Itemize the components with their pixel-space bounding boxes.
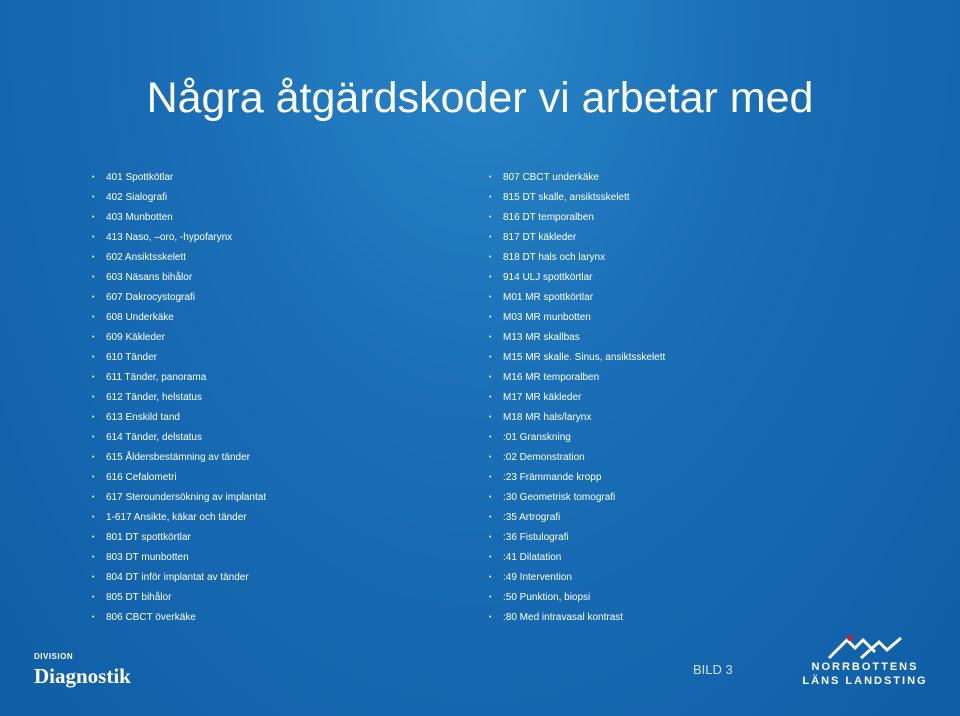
right-code-item-text: :41 Dilatation xyxy=(503,552,562,563)
right-code-item xyxy=(489,248,889,268)
bullet-icon: • xyxy=(92,494,95,501)
right-code-item xyxy=(489,428,889,448)
bullet-icon: • xyxy=(92,314,95,321)
right-code-item xyxy=(489,528,889,548)
right-code-item xyxy=(489,608,889,628)
left-code-item-text: 805 DT bihålor xyxy=(106,592,172,603)
bullet-icon: • xyxy=(92,254,95,261)
left-code-item xyxy=(92,608,462,628)
bullet-icon: • xyxy=(489,194,492,201)
left-code-item xyxy=(92,308,462,328)
left-code-item xyxy=(92,348,462,368)
left-code-item-text: 608 Underkäke xyxy=(106,312,174,323)
bullet-icon: • xyxy=(489,314,492,321)
bullet-icon: • xyxy=(92,434,95,441)
left-code-item xyxy=(92,208,462,228)
county-logo-mark-icon xyxy=(825,634,905,660)
left-code-item-text: 603 Näsans bihålor xyxy=(106,272,193,283)
bullet-icon: • xyxy=(92,294,95,301)
left-code-item-text: 611 Tänder, panorama xyxy=(106,372,207,383)
left-code-item-text: 804 DT inför implantat av tänder xyxy=(106,572,249,583)
right-code-list xyxy=(489,168,889,628)
org-name-line1: NORRBOTTENS xyxy=(811,661,919,673)
bullet-icon: • xyxy=(92,554,95,561)
left-code-item-text: 801 DT spottkörtlar xyxy=(106,532,191,543)
bullet-icon: • xyxy=(489,454,492,461)
left-code-item xyxy=(92,408,462,428)
bullet-icon: • xyxy=(92,394,95,401)
right-code-item xyxy=(489,348,889,368)
bullet-icon: • xyxy=(489,394,492,401)
right-code-item xyxy=(489,408,889,428)
bullet-icon: • xyxy=(92,334,95,341)
bullet-icon: • xyxy=(92,274,95,281)
left-code-item xyxy=(92,248,462,268)
org-name-line2: LÄNS LANDSTING xyxy=(802,675,928,687)
right-code-item-text: M01 MR spottkörtlar xyxy=(503,292,594,303)
right-code-item-text: M13 MR skallbas xyxy=(503,332,580,343)
left-code-item xyxy=(92,228,462,248)
bullet-icon: • xyxy=(489,414,492,421)
right-code-item-text: :01 Granskning xyxy=(503,432,571,443)
right-code-item-text: 816 DT temporalben xyxy=(503,212,594,223)
bullet-icon: • xyxy=(92,454,95,461)
right-code-item-text: 818 DT hals och larynx xyxy=(503,252,606,263)
left-code-item xyxy=(92,168,462,188)
bullet-icon: • xyxy=(92,374,95,381)
left-code-item-text: 803 DT munbotten xyxy=(106,552,189,563)
right-code-item-text: :49 Intervention xyxy=(503,572,572,583)
right-code-item-text: 914 ULJ spottkörtlar xyxy=(503,272,593,283)
right-code-item-text: :36 Fistulografi xyxy=(503,532,569,543)
left-code-item xyxy=(92,428,462,448)
left-code-item-text: 614 Tänder, delstatus xyxy=(106,432,202,443)
bullet-icon: • xyxy=(92,594,95,601)
right-code-item xyxy=(489,548,889,568)
right-code-item-text: 817 DT käkleder xyxy=(503,232,577,243)
right-code-item xyxy=(489,568,889,588)
left-code-item xyxy=(92,388,462,408)
right-code-item-text: M18 MR hals/larynx xyxy=(503,412,592,423)
left-code-item-text: 806 CBCT överkäke xyxy=(106,612,196,623)
right-code-item-text: 815 DT skalle, ansiktsskelett xyxy=(503,192,630,203)
right-code-item xyxy=(489,588,889,608)
bullet-icon: • xyxy=(489,174,492,181)
left-code-item-text: 403 Munbotten xyxy=(106,212,173,223)
left-code-item xyxy=(92,508,462,528)
left-code-item-text: 613 Enskild tand xyxy=(106,412,180,423)
right-code-item xyxy=(489,308,889,328)
slide-title: Några åtgärdskoder vi arbetar med xyxy=(146,74,814,122)
bullet-icon: • xyxy=(489,334,492,341)
left-code-item-text: 402 Sialografi xyxy=(106,192,168,203)
bullet-icon: • xyxy=(92,214,95,221)
left-code-item xyxy=(92,188,462,208)
left-code-item xyxy=(92,468,462,488)
left-code-item-text: 617 Steroundersökning av implantat xyxy=(106,492,267,503)
left-code-item-text: 401 Spottkötlar xyxy=(106,172,174,183)
right-code-item-text: :23 Främmande kropp xyxy=(503,472,602,483)
bullet-icon: • xyxy=(489,294,492,301)
left-code-item-text: 602 Ansiktsskelett xyxy=(106,252,187,263)
right-code-item xyxy=(489,268,889,288)
bullet-icon: • xyxy=(489,474,492,481)
right-code-item xyxy=(489,488,889,508)
left-code-item xyxy=(92,528,462,548)
left-code-item-text: 610 Tänder xyxy=(106,352,157,363)
bullet-icon: • xyxy=(92,534,95,541)
left-code-item-text: 616 Cefalometri xyxy=(106,472,177,483)
bullet-icon: • xyxy=(489,214,492,221)
bullet-icon: • xyxy=(489,534,492,541)
right-code-item-text: M03 MR munbotten xyxy=(503,312,591,323)
right-code-item xyxy=(489,288,889,308)
right-code-item xyxy=(489,468,889,488)
bullet-icon: • xyxy=(489,494,492,501)
left-code-item xyxy=(92,488,462,508)
bullet-icon: • xyxy=(489,274,492,281)
right-code-item-text: M16 MR temporalben xyxy=(503,372,600,383)
left-code-item xyxy=(92,268,462,288)
county-council-logo xyxy=(800,634,930,688)
bullet-icon: • xyxy=(489,514,492,521)
bullet-icon: • xyxy=(92,574,95,581)
bullet-icon: • xyxy=(92,194,95,201)
bullet-icon: • xyxy=(489,574,492,581)
left-code-item xyxy=(92,568,462,588)
left-code-item xyxy=(92,328,462,348)
right-code-item-text: :02 Demonstration xyxy=(503,452,585,463)
bullet-icon: • xyxy=(489,554,492,561)
right-code-item xyxy=(489,508,889,528)
left-code-item-text: 607 Dakrocystografi xyxy=(106,292,195,303)
left-code-item xyxy=(92,448,462,468)
division-label: DIVISION xyxy=(34,652,74,661)
right-code-item xyxy=(489,188,889,208)
right-code-item xyxy=(489,388,889,408)
left-code-item-text: 413 Naso, –oro, -hypofarynx xyxy=(106,232,233,243)
right-code-item-text: :30 Geometrisk tomografi xyxy=(503,492,616,503)
bullet-icon: • xyxy=(489,354,492,361)
bullet-icon: • xyxy=(92,354,95,361)
bullet-icon: • xyxy=(489,374,492,381)
bullet-icon: • xyxy=(489,594,492,601)
bullet-icon: • xyxy=(92,614,95,621)
left-code-item xyxy=(92,548,462,568)
left-code-item xyxy=(92,288,462,308)
division-name: Diagnostik xyxy=(34,664,131,688)
bullet-icon: • xyxy=(489,434,492,441)
right-code-item-text: :80 Med intravasal kontrast xyxy=(503,612,624,623)
left-code-item xyxy=(92,368,462,388)
bullet-icon: • xyxy=(92,234,95,241)
left-code-item-text: 612 Tänder, helstatus xyxy=(106,392,202,403)
right-code-item xyxy=(489,168,889,188)
bullet-icon: • xyxy=(92,474,95,481)
bullet-icon: • xyxy=(489,254,492,261)
bullet-icon: • xyxy=(489,234,492,241)
bullet-icon: • xyxy=(92,514,95,521)
right-code-item-text: M17 MR käkleder xyxy=(503,392,582,403)
left-code-item-text: 1-617 Ansikte, käkar och tänder xyxy=(106,512,247,523)
slide-number: BILD 3 xyxy=(693,662,733,677)
right-code-item-text: :50 Punktion, biopsi xyxy=(503,592,591,603)
left-code-item-text: 609 Käkleder xyxy=(106,332,165,343)
right-code-item xyxy=(489,368,889,388)
right-code-item xyxy=(489,208,889,228)
division-logo xyxy=(34,652,131,688)
right-code-item xyxy=(489,448,889,468)
bullet-icon: • xyxy=(92,174,95,181)
bullet-icon: • xyxy=(92,414,95,421)
right-code-item xyxy=(489,228,889,248)
right-code-item xyxy=(489,328,889,348)
right-code-item-text: :35 Artrografi xyxy=(503,512,561,523)
bullet-icon: • xyxy=(489,614,492,621)
left-code-item-text: 615 Åldersbestämning av tänder xyxy=(106,452,250,463)
right-code-item-text: M15 MR skalle. Sinus, ansiktsskelett xyxy=(503,352,666,363)
left-code-list xyxy=(92,168,462,628)
right-code-item-text: 807 CBCT underkäke xyxy=(503,172,599,183)
left-code-item xyxy=(92,588,462,608)
